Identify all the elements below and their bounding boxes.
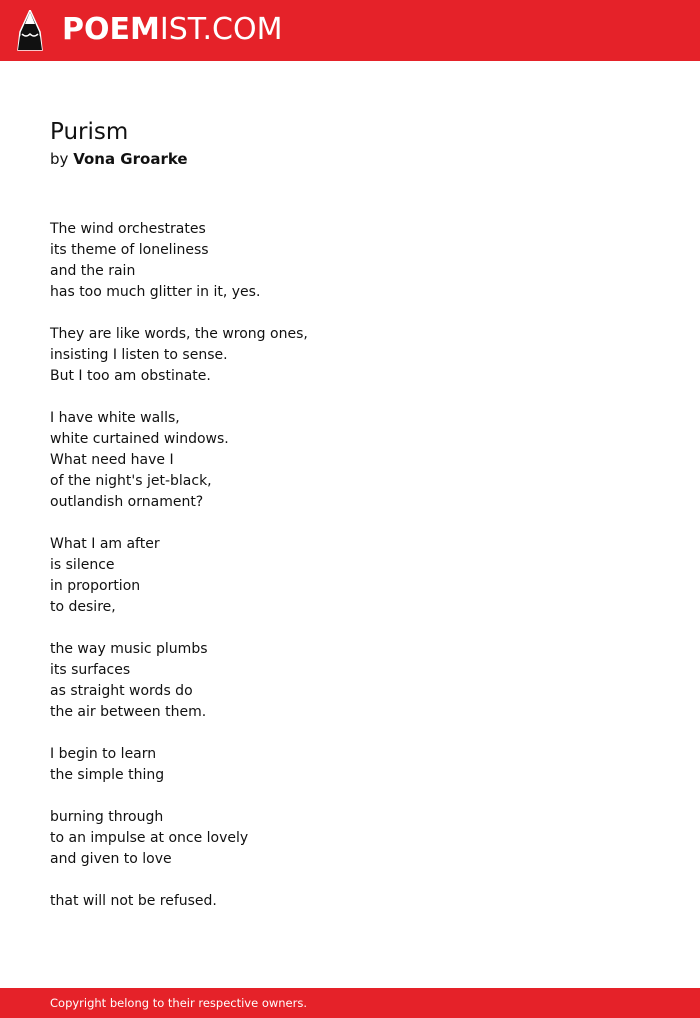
by-label: by (50, 150, 69, 168)
poem-line: of the night's jet-black, (50, 473, 212, 489)
poem-line: and the rain (50, 263, 136, 279)
poem-line: I begin to learn (50, 746, 157, 762)
logo-bold-text: POEM (62, 12, 160, 47)
poem-line: outlandish ornament? (50, 494, 204, 510)
poem-stanza (50, 534, 650, 618)
poem-stanza (50, 408, 650, 513)
poem-body (50, 219, 650, 933)
author-name: Vona Groarke (73, 150, 188, 168)
poem-line: They are like words, the wrong ones, (50, 326, 308, 342)
poem-line: I have white walls, (50, 410, 180, 426)
poem-line: to desire, (50, 599, 116, 615)
poem-line: the simple thing (50, 767, 165, 783)
site-footer (0, 988, 700, 1018)
logo-light-text: IST.COM (159, 12, 283, 47)
poem-line: is silence (50, 557, 115, 573)
poem-line: But I too am obstinate. (50, 368, 211, 384)
copyright-text: Copyright belong to their respective owners. (50, 996, 308, 1010)
poem-line: as straight words do (50, 683, 193, 699)
poem-line: its surfaces (50, 662, 131, 678)
poem-stanza (50, 219, 650, 303)
byline (50, 148, 188, 170)
poem-line: that will not be refused. (50, 893, 217, 909)
pencil-logo-icon[interactable] (17, 10, 43, 51)
poem-line: the way music plumbs (50, 641, 208, 657)
poem-line: has too much glitter in it, yes. (50, 284, 261, 300)
poem-line: The wind orchestrates (50, 221, 206, 237)
site-header (0, 0, 700, 61)
poem-line: What need have I (50, 452, 174, 468)
poem-stanza (50, 324, 650, 387)
poem-line: and given to love (50, 851, 172, 867)
poem-stanza (50, 807, 650, 870)
poem-stanza (50, 639, 650, 723)
poem-line: the air between them. (50, 704, 207, 720)
poem-line: its theme of loneliness (50, 242, 209, 258)
poem-stanza (50, 891, 650, 912)
poem-stanza (50, 744, 650, 786)
site-logo[interactable] (62, 12, 282, 48)
poem-line: What I am after (50, 536, 160, 552)
poem-title: Purism (50, 119, 129, 145)
poem-line: to an impulse at once lovely (50, 830, 249, 846)
poem-line: insisting I listen to sense. (50, 347, 228, 363)
poem-line: white curtained windows. (50, 431, 229, 447)
poem-line: burning through (50, 809, 164, 825)
poem-line: in proportion (50, 578, 141, 594)
